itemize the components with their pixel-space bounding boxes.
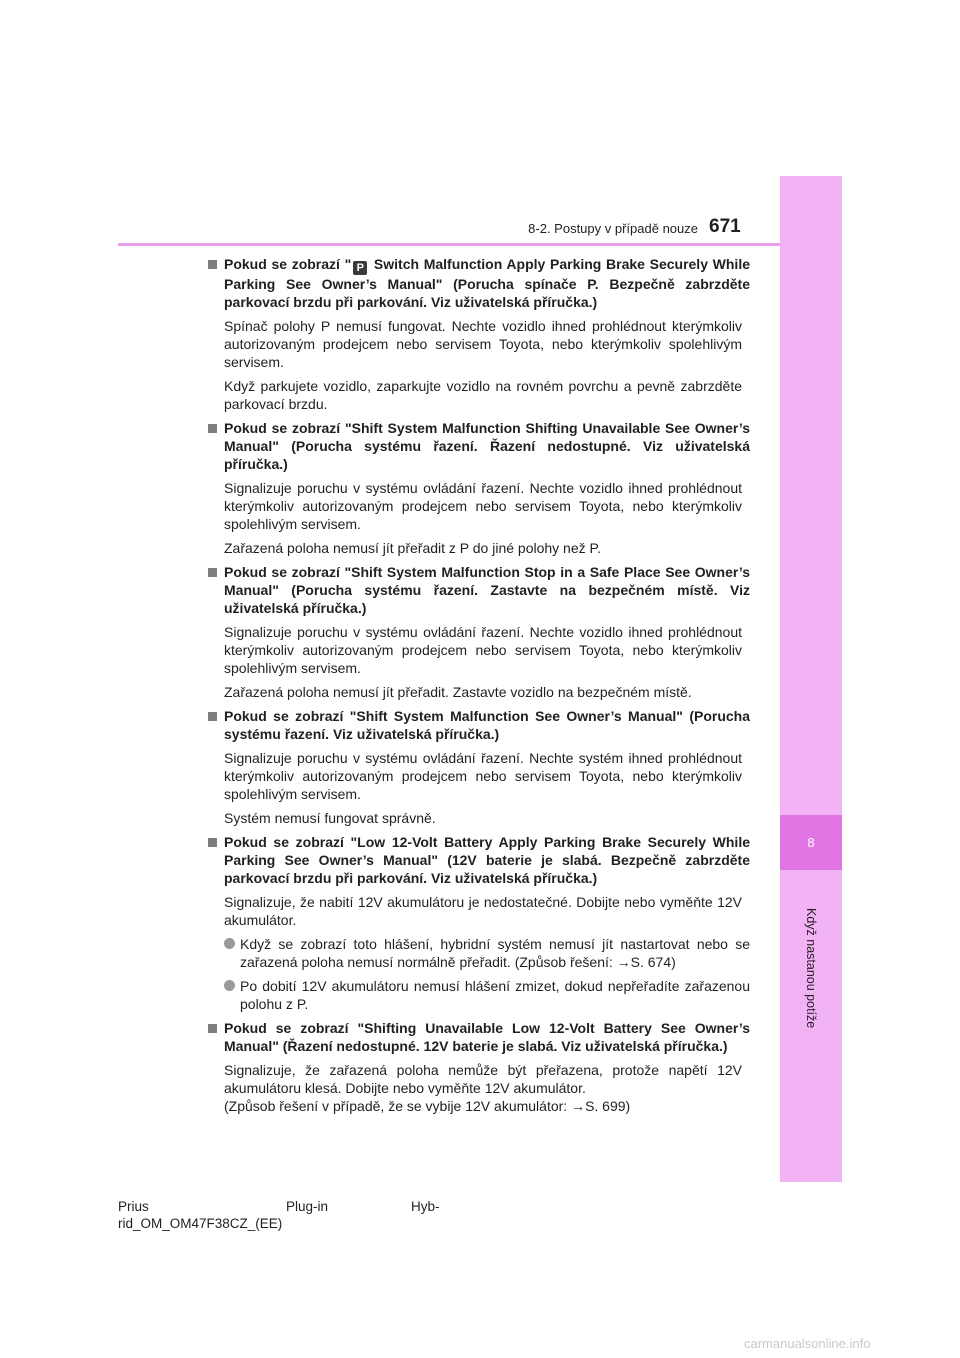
sub-bullet-item: Po dobití 12V akumulátoru nemusí hlášení zmizet, dokud nepřeřadíte zařazenou polohu z P. <box>208 977 750 1013</box>
paragraph: Zařazená poloha nemusí jít přeřadit. Zastavte vozidlo na bezpečném místě. <box>224 684 692 700</box>
section-heading: Pokud se zobrazí "Low 12-Volt Battery Apply Parking Brake Securely While Parking See Owner’s Manual" (12V baterie je slabá. Bezpečně zabrzděte parkovací brzdu při parkování. Viz uživatelská příručka.) <box>208 833 750 887</box>
footer-doc-code: rid_OM_OM47F38CZ_(EE) <box>118 1216 283 1231</box>
watermark-text: carmanualsonline.info <box>744 1336 871 1351</box>
page-content <box>208 255 750 1121</box>
paragraph: Systém nemusí fungovat správně. <box>224 810 436 826</box>
footer-type: Hyb- <box>411 1199 440 1214</box>
footer-model: Prius <box>118 1199 149 1214</box>
section-heading: Pokud se zobrazí "Shift System Malfunction Stop in a Safe Place See Owner’s Manual" (Porucha systému řazení. Zastavte na bezpečném místě. Viz uživatelská příručka.) <box>208 563 750 617</box>
page-footer <box>118 1198 440 1232</box>
paragraph: Zařazená poloha nemusí jít přeřadit z P do jiné polohy než P. <box>224 540 601 556</box>
section-item <box>208 707 750 827</box>
section-item <box>208 1019 750 1115</box>
section-item <box>208 833 750 1013</box>
p-switch-icon: P <box>353 261 367 275</box>
header-divider <box>118 243 780 246</box>
sub-bullet-item: Když se zobrazí toto hlášení, hybridní systém nemusí jít nastartovat nebo se zařazená poloha nemusí normálně přeřadit. (Způsob řešení: →S. 674) <box>208 935 750 971</box>
square-bullet-icon <box>208 260 217 269</box>
section-heading: Pokud se zobrazí "Shifting Unavailable Low 12-Volt Battery See Owner’s Manual" (Řazení nedostupné. 12V baterie je slabá. Viz uživatelská příručka.) <box>208 1019 750 1055</box>
footer-variant: Plug-in <box>286 1199 329 1214</box>
section-item <box>208 419 750 557</box>
paragraph: Signalizuje poruchu v systému ovládání řazení. Nechte vozidlo ihned prohlédnout kterýmkoliv autorizovaným prodejcem nebo servisem Toyota, nebo kterýmkoliv spolehlivým servisem. <box>224 624 742 676</box>
square-bullet-icon <box>208 424 217 433</box>
section-item <box>208 255 750 413</box>
paragraph: Signalizuje, že zařazená poloha nemůže být přeřazena, protože napětí 12V akumulátoru klesá. Dobijte nebo vyměňte 12V akumulátor. <box>224 1062 742 1096</box>
paragraph: (Způsob řešení v případě, že se vybije 12V akumulátor: →S. 699) <box>224 1098 631 1114</box>
page-number: 671 <box>709 216 741 237</box>
paragraph: Signalizuje poruchu v systému ovládání řazení. Nechte systém ihned prohlédnout kterýmkoliv autorizovaným prodejcem nebo servisem Toyota, nebo kterýmkoliv spolehlivým servisem. <box>224 750 742 802</box>
circle-bullet-icon <box>224 938 235 949</box>
chapter-number-badge: 8 <box>780 815 842 870</box>
square-bullet-icon <box>208 838 217 847</box>
paragraph: Spínač polohy P nemusí fungovat. Nechte vozidlo ihned prohlédnout kterýmkoliv autorizovaným prodejcem nebo servisem Toyota, nebo kterýmkoliv spolehlivým servisem. <box>224 318 742 370</box>
paragraph: Signalizuje, že nabití 12V akumulátoru je nedostatečné. Dobijte nebo vyměňte 12V akumulátor. <box>224 894 742 928</box>
square-bullet-icon <box>208 712 217 721</box>
section-heading: Pokud se zobrazí "Shift System Malfunction See Owner’s Manual" (Porucha systému řazení. Viz uživatelská příručka.) <box>208 707 750 743</box>
circle-bullet-icon <box>224 980 235 991</box>
section-heading: Pokud se zobrazí " P Switch Malfunction Apply Parking Brake Securely While Parking See Owner’s Manual" (Porucha spínače P. Bezpečně zabrzděte parkovací brzdu při parkování. Viz uživatelská příručka.) <box>208 255 750 311</box>
section-item <box>208 563 750 701</box>
square-bullet-icon <box>208 568 217 577</box>
section-title: 8-2. Postupy v případě nouze <box>528 221 698 236</box>
section-heading: Pokud se zobrazí "Shift System Malfunction Shifting Unavailable See Owner’s Manual" (Porucha systému řazení. Řazení nedostupné. Viz uživatelská příručka.) <box>208 419 750 473</box>
paragraph: Když parkujete vozidlo, zaparkujte vozidlo na rovném povrchu a pevně zabrzděte parkovací brzdu. <box>224 378 742 412</box>
paragraph: Signalizuje poruchu v systému ovládání řazení. Nechte vozidlo ihned prohlédnout kterýmkoliv autorizovaným prodejcem nebo servisem Toyota, nebo kterýmkoliv spolehlivým servisem. <box>224 480 742 532</box>
square-bullet-icon <box>208 1024 217 1033</box>
chapter-title-vertical: Když nastanou potíže <box>804 907 818 1029</box>
